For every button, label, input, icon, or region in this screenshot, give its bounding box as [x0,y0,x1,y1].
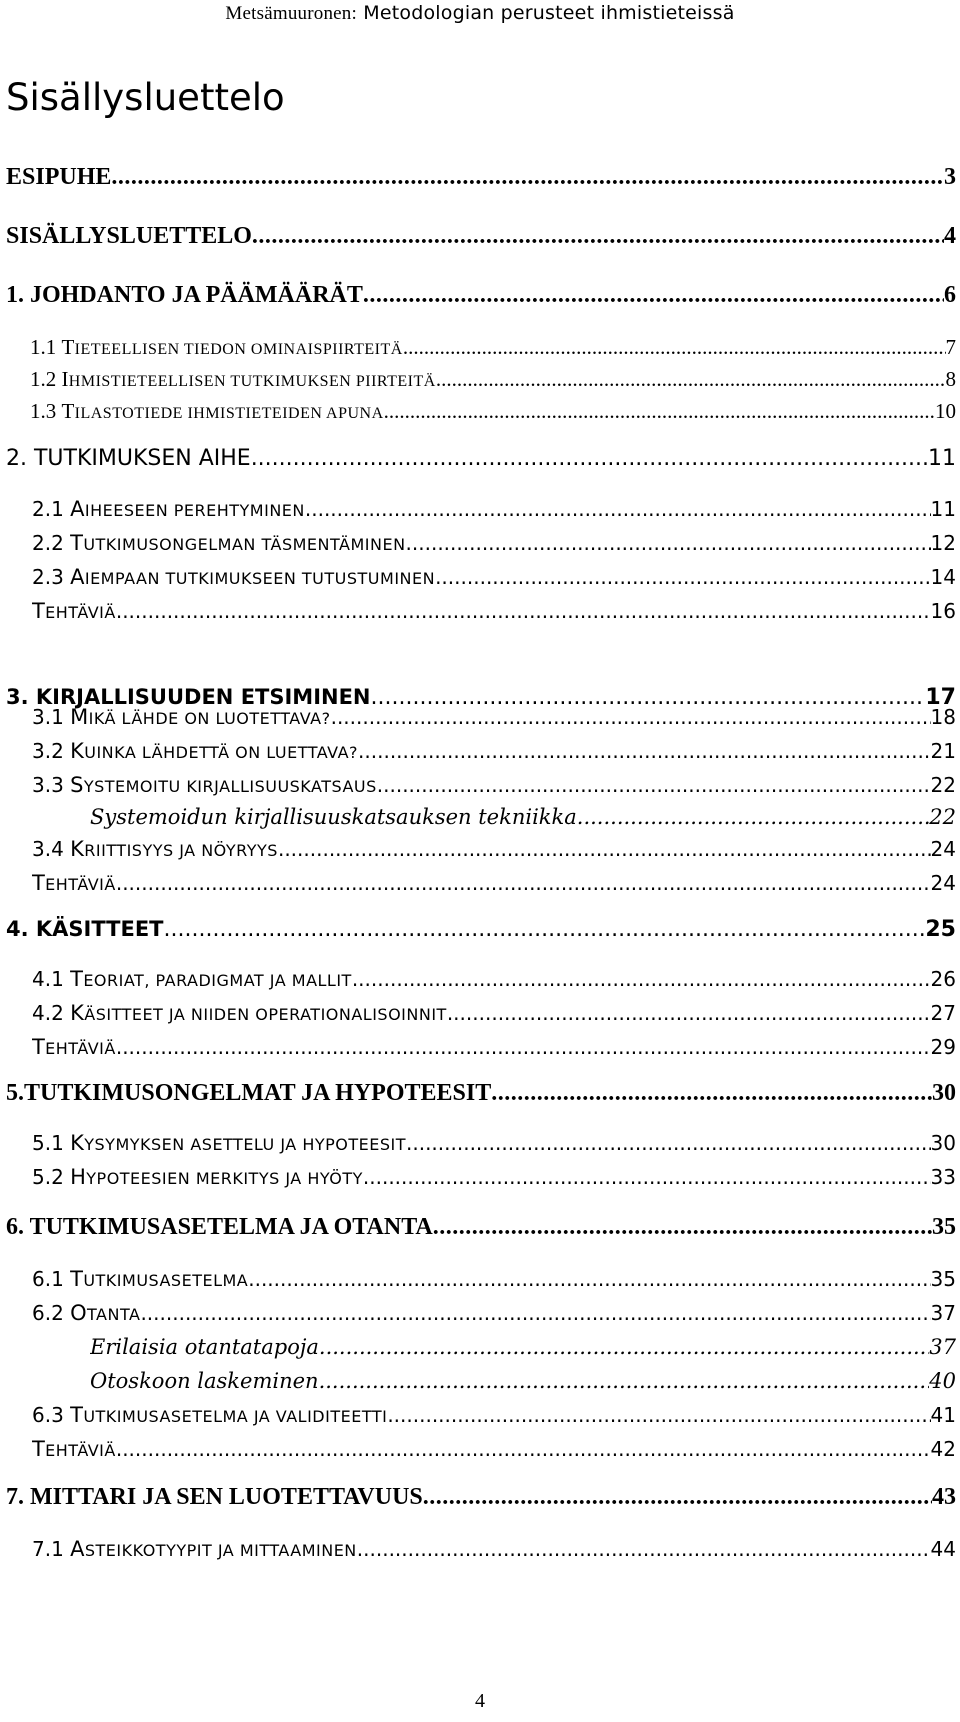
dot-leader [358,734,931,768]
toc-entry-page: 41 [930,1403,956,1427]
toc-entry-page: 11 [930,497,956,521]
toc-entry[interactable] [6,219,956,253]
toc-entry-page: 3 [944,164,956,190]
dot-leader [251,442,928,476]
toc-entry-initial: K [70,1131,85,1155]
toc-entry-page: 25 [925,917,956,942]
toc-entry-title: 3. KIRJALLISUUDEN ETSIMINEN [6,685,371,709]
toc-entry-initial: T [61,335,75,359]
toc-entry-initial: O [70,1301,88,1325]
dot-leader [140,1296,930,1330]
toc-entry-initial: T [32,599,46,623]
toc-entry[interactable] [32,492,956,526]
toc-entry-title: EORIAT, PARADIGMAT JA MALLIT [83,971,352,990]
dot-leader [384,394,935,428]
toc-entry-number: 4.2 [32,1001,64,1025]
toc-entry[interactable] [32,560,956,594]
toc-entry-title: 1. JOHDANTO JA PÄÄMÄÄRÄT [6,282,363,308]
dot-leader [447,996,931,1030]
toc-entry[interactable] [32,526,956,560]
toc-entry-title: 4. KÄSITTEET [6,917,164,941]
toc-entry[interactable] [6,278,956,312]
toc-entry-title: IHEESEEN PEREHTYMINEN [84,501,305,520]
toc-entry[interactable] [32,996,956,1030]
toc-entry-initial: S [70,773,84,797]
running-header [0,0,960,27]
toc-entry[interactable] [6,442,956,476]
toc-entry[interactable] [32,1432,956,1466]
dot-leader [433,1210,932,1244]
dot-leader [116,1432,931,1466]
dot-leader [252,219,944,253]
toc-entry-title: Systemoidun kirjallisuuskatsauksen tekniikka [90,805,577,829]
dot-leader [377,768,931,802]
toc-entry-title: ESIPUHE [6,164,112,190]
toc-entry-title: UINKA LÄHDETTÄ ON LUETTAVA? [84,743,359,762]
toc-entry[interactable] [32,700,956,734]
toc-entry-number: 5.1 [32,1131,64,1155]
toc-entry-initial: T [70,1267,84,1291]
toc-entry-page: 14 [930,565,956,589]
toc-entry-title: EHTÄVIÄ [45,1441,116,1460]
toc-entry-page: 22 [930,773,956,797]
toc-entry-initial: T [70,531,84,555]
toc-entry[interactable] [32,768,956,802]
toc-entry-number: 3.4 [32,837,64,861]
toc-entry[interactable] [32,1296,956,1330]
toc-entry-number: 3.3 [32,773,64,797]
toc-entry[interactable] [90,1330,956,1364]
toc-entry[interactable] [6,1076,956,1110]
dot-leader [319,1364,930,1398]
toc-entry-initial: A [70,1537,85,1561]
toc-entry-title: IKÄ LÄHDE ON LUOTETTAVA? [88,709,331,728]
toc-entry[interactable] [6,1480,956,1514]
dot-leader [387,1398,930,1432]
toc-entry-title: HMISTIETEELLISEN TUTKIMUKSEN PIIRTEITÄ [68,373,436,390]
dot-leader [116,866,931,900]
toc-entry-title: YSYMYKSEN ASETTELU JA HYPOTEESIT [84,1135,406,1154]
toc-entry-page: 35 [932,1214,956,1240]
toc-entry-title: ÄSITTEET JA NIIDEN OPERATIONALISOINNIT [84,1005,447,1024]
toc-entry-page: 42 [930,1437,956,1461]
dot-leader [111,160,944,194]
toc-entry-title: 5.TUTKIMUSONGELMAT JA HYPOTEESIT [6,1080,492,1106]
toc-entry-initial: K [70,837,85,861]
dot-leader [423,1480,932,1514]
toc-entry-page: 12 [930,531,956,555]
toc-entry-page: 35 [930,1267,956,1291]
toc-entry-page: 21 [930,739,956,763]
toc-entry-page: 18 [930,705,956,729]
toc-entry[interactable] [90,800,956,834]
toc-entry-title: UTKIMUSASETELMA JA VALIDITEETTI [83,1407,388,1426]
toc-entry-initial: T [70,1403,84,1427]
toc-entry-title: STEIKKOTYYPIT JA MITTAAMINEN [84,1541,357,1560]
toc-entry-page: 17 [925,685,956,710]
dot-leader [305,492,931,526]
toc-entry-number: 4.1 [32,967,64,991]
toc-entry-page: 33 [930,1165,956,1189]
dot-leader [363,1160,931,1194]
toc-entry-number: 6.1 [32,1267,64,1291]
toc-entry-page: 37 [930,1301,956,1325]
toc-entry-title: 6. TUTKIMUSASETELMA JA OTANTA [6,1214,433,1240]
toc-entry-page: 16 [930,599,956,623]
toc-entry-page: 7 [945,335,956,359]
toc-entry[interactable] [30,394,956,428]
toc-entry-page: 26 [930,967,956,991]
toc-entry-title: SISÄLLYSLUETTELO [6,223,252,249]
toc-entry[interactable] [90,1364,956,1398]
toc-entry-number: 2.1 [32,497,64,521]
toc-entry-page: 40 [929,1369,956,1393]
toc-entry-initial: T [32,1035,46,1059]
toc-entry[interactable] [32,1126,956,1160]
toc-entry-initial: A [70,497,85,521]
toc-entry-title: UTKIMUSASETELMA [83,1271,249,1290]
toc-title: Sisällysluettelo [6,76,285,119]
toc-entry-initial: T [61,399,75,423]
dot-leader [319,1330,929,1364]
toc-entry-number: 7.1 [32,1537,64,1561]
toc-entry-page: 30 [930,1131,956,1155]
toc-entry[interactable] [32,1160,956,1194]
dot-leader [435,560,930,594]
toc-entry-number: 2.3 [32,565,64,589]
toc-entry-number: 3.1 [32,705,64,729]
toc-entry-title: YPOTEESIEN MERKITYS JA HYÖTY [86,1169,363,1188]
dot-leader [363,278,944,312]
toc-entry-number: 1.1 [30,335,57,359]
toc-entry-initial: M [70,705,89,729]
toc-entry-initial: T [32,871,46,895]
toc-entry-number: 6.2 [32,1301,64,1325]
toc-entry-title: TANTA [87,1305,141,1324]
toc-entry-initial: T [32,1437,46,1461]
toc-entry-title: Otoskoon laskeminen [90,1369,319,1393]
dot-leader [278,832,931,866]
toc-entry[interactable] [32,962,956,996]
toc-entry-page: 8 [945,367,956,391]
toc-entry-page: 11 [928,446,956,471]
toc-entry[interactable] [32,866,956,900]
dot-leader [491,1076,932,1110]
toc-entry-page: 10 [935,399,956,423]
toc-entry[interactable] [30,330,956,364]
toc-entry-page: 43 [932,1484,956,1510]
toc-entry-title: 7. MITTARI JA SEN LUOTETTAVUUS [6,1484,423,1510]
toc-entry-title: 2. TUTKIMUKSEN AIHE [6,446,251,471]
dot-leader [436,362,946,396]
toc-entry[interactable] [6,1210,956,1244]
toc-entry-page: 6 [944,282,956,308]
toc-entry-page: 4 [944,223,956,249]
toc-entry[interactable] [32,1262,956,1296]
toc-entry-number: 3.2 [32,739,64,763]
dot-leader [116,1030,931,1064]
toc-entry[interactable] [32,1030,956,1064]
toc-entry-number: 1.2 [30,367,57,391]
toc-entry-initial: H [70,1165,87,1189]
toc-entry-initial: I [61,367,69,391]
toc-entry-number: 1.3 [30,399,57,423]
toc-entry-page: 27 [930,1001,956,1025]
dot-leader [403,330,946,364]
dot-leader [248,1262,930,1296]
dot-leader [331,700,931,734]
toc-entry-number: 2.2 [32,531,64,555]
toc-entry-page: 37 [929,1335,956,1359]
dot-leader [577,800,930,834]
toc-entry[interactable] [32,594,956,628]
toc-entry-page: 29 [930,1035,956,1059]
toc-entry-page: 44 [930,1537,956,1561]
toc-entry-page: 22 [929,805,956,829]
toc-entry[interactable] [6,912,956,946]
toc-entry-title: EHTÄVIÄ [45,1039,116,1058]
toc-entry-title: EHTÄVIÄ [45,603,116,622]
toc-entry[interactable] [30,362,956,396]
header-book-title: Metodologian perusteet ihmistieteissä [363,2,735,24]
header-author: Metsämuuronen: [225,3,357,24]
toc-entry-title: YSTEMOITU KIRJALLISUUSKATSAUS [83,777,377,796]
dot-leader [406,1126,931,1160]
toc-entry-initial: K [70,1001,85,1025]
toc-entry[interactable] [32,832,956,866]
dot-leader [357,1532,931,1566]
toc-entry-page: 24 [930,837,956,861]
toc-entry-page: 24 [930,871,956,895]
toc-entry-title: IETEELLISEN TIEDON OMINAISPIIRTEITÄ [74,341,403,358]
page-number: 4 [475,1690,485,1712]
dot-leader [116,594,931,628]
toc-entry-title: Erilaisia otantatapoja [90,1335,319,1359]
dot-leader [352,962,931,996]
dot-leader [406,526,931,560]
dot-leader [164,913,926,946]
toc-entry-title: EHTÄVIÄ [45,875,116,894]
toc-entry-title: UTKIMUSONGELMAN TÄSMENTÄMINEN [83,535,406,554]
toc-entry-title: ILASTOTIEDE IHMISTIETEIDEN APUNA [74,405,384,422]
toc-entry-initial: K [70,739,85,763]
toc-entry[interactable] [32,1398,956,1432]
toc-entry-initial: A [70,565,85,589]
toc-entry-title: RIITTISYYS JA NÖYRYYS [84,841,278,860]
toc-entry-number: 5.2 [32,1165,64,1189]
toc-entry-title: IEMPAAN TUTKIMUKSEEN TUTUSTUMINEN [84,569,436,588]
toc-entry-number: 6.3 [32,1403,64,1427]
toc-entry[interactable] [6,160,956,194]
toc-entry[interactable] [32,1532,956,1566]
toc-entry[interactable] [32,734,956,768]
toc-entry-page: 30 [932,1080,956,1106]
toc-entry-initial: T [70,967,84,991]
